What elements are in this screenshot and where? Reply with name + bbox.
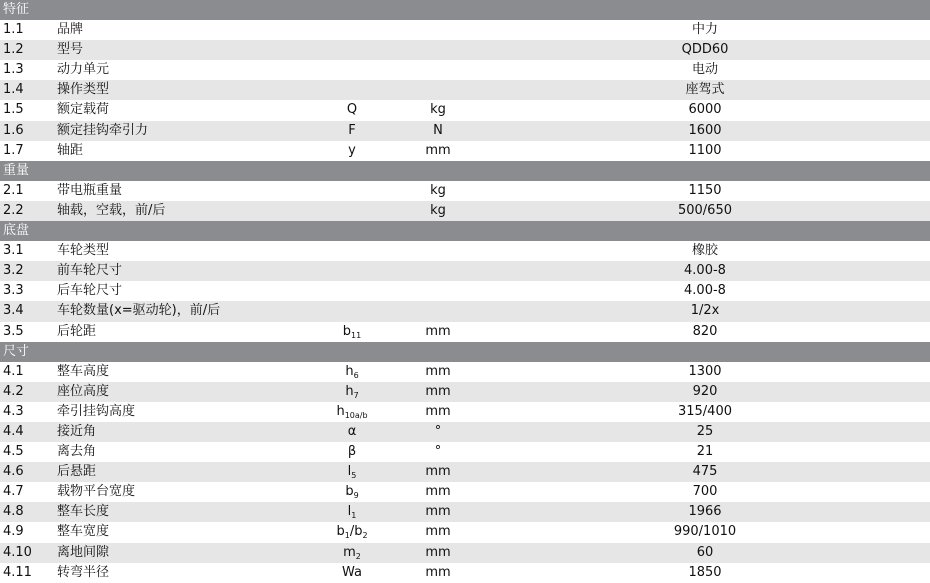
row-name: 轴载，空载，前/后 (57, 202, 166, 218)
row-value: 6000 (688, 102, 722, 118)
row-unit: ° (434, 444, 442, 460)
table-row (0, 301, 930, 321)
row-number: 3.2 (3, 263, 24, 279)
row-symbol (300, 121, 404, 141)
table-row (0, 502, 930, 522)
row-value: 1100 (688, 142, 722, 158)
symbol-main: α (347, 423, 357, 439)
row-name: 轴距 (57, 142, 84, 158)
row-unit: N (433, 122, 443, 138)
row-name: 品牌 (57, 22, 84, 38)
row-value: 1150 (688, 182, 722, 198)
row-name: 后轮距 (57, 323, 97, 339)
row-symbol (300, 100, 404, 120)
symbol-main: h (345, 383, 354, 399)
table-row (0, 261, 930, 281)
row-name: 后悬距 (57, 464, 97, 480)
row-name: 离去角 (57, 444, 97, 460)
symbol-main: l (347, 504, 352, 520)
section-title: 特征 (3, 2, 30, 17)
row-number: 4.3 (3, 403, 24, 419)
row-number: 1.5 (3, 102, 24, 118)
row-name: 额定挂钩牵引力 (57, 122, 149, 138)
row-number: 1.3 (3, 62, 24, 78)
row-value: 电动 (691, 62, 718, 78)
row-number: 1.6 (3, 122, 24, 138)
row-symbol (300, 382, 404, 402)
row-unit: mm (425, 484, 451, 500)
table-row (0, 402, 930, 422)
symbol-subscript: 1 (344, 531, 350, 541)
row-name: 牵引挂钩高度 (57, 403, 136, 419)
row-symbol (300, 422, 404, 442)
row-name: 转弯半径 (57, 564, 110, 580)
row-name: 载物平台宽度 (57, 484, 136, 500)
row-value: 315/400 (677, 403, 732, 419)
symbol-subscript: 9 (353, 491, 359, 501)
symbol-main: h (345, 363, 354, 379)
row-symbol (300, 522, 404, 542)
table-row (0, 141, 930, 161)
symbol-second: /b (349, 524, 363, 540)
row-value: 475 (692, 464, 718, 480)
table-row (0, 121, 930, 141)
symbol-subscript: 2 (355, 551, 361, 561)
table-row (0, 322, 930, 342)
row-value: 700 (692, 484, 718, 500)
symbol-subscript: 11 (351, 330, 362, 340)
row-number: 2.1 (3, 182, 24, 198)
row-value: 1600 (688, 122, 722, 138)
symbol-main: b (342, 323, 352, 339)
row-number: 4.8 (3, 504, 24, 520)
row-symbol (300, 141, 404, 161)
symbol-subscript: 6 (353, 370, 359, 380)
table-row (0, 100, 930, 120)
row-name: 接近角 (57, 423, 97, 439)
row-unit: mm (425, 363, 451, 379)
row-number: 4.9 (3, 524, 24, 540)
table-row (0, 522, 930, 542)
symbol-main: l (347, 464, 352, 480)
row-value: 1/2x (690, 303, 720, 319)
section-header (0, 0, 930, 20)
symbol-second-subscript: 2 (362, 531, 368, 541)
table-row (0, 181, 930, 201)
section-title: 重量 (3, 162, 30, 178)
row-number: 2.2 (3, 202, 24, 218)
row-value: 4.00-8 (684, 283, 726, 299)
row-unit: kg (430, 102, 446, 118)
table-row (0, 482, 930, 502)
row-number: 4.7 (3, 484, 24, 500)
row-name: 带电瓶重量 (57, 182, 123, 198)
row-unit: kg (430, 182, 446, 198)
symbol-subscript: 5 (351, 471, 357, 481)
row-number: 4.5 (3, 444, 24, 460)
row-number: 1.4 (3, 82, 24, 98)
row-name: 座位高度 (57, 383, 110, 399)
section-title: 尺寸 (3, 343, 30, 359)
row-unit: mm (425, 383, 451, 399)
row-number: 1.7 (3, 142, 24, 158)
row-unit: mm (425, 564, 451, 580)
symbol-main: b (345, 484, 354, 500)
table-row (0, 60, 930, 80)
row-symbol (300, 543, 404, 563)
table-row (0, 281, 930, 301)
row-unit: mm (425, 524, 451, 540)
row-number: 3.3 (3, 283, 24, 299)
row-number: 4.2 (3, 383, 24, 399)
table-row (0, 80, 930, 100)
row-unit: mm (425, 323, 451, 339)
table-row (0, 241, 930, 261)
table-row (0, 20, 930, 40)
symbol-subscript: 7 (353, 390, 359, 400)
row-number: 3.5 (3, 323, 24, 339)
row-unit: mm (425, 504, 451, 520)
table-row (0, 422, 930, 442)
section-header (0, 342, 930, 362)
row-name: 车轮数量(x=驱动轮)，前/后 (57, 303, 221, 319)
row-name: 前车轮尺寸 (57, 263, 123, 279)
symbol-main: β (347, 444, 357, 460)
row-value: 820 (692, 323, 718, 339)
table-row (0, 442, 930, 462)
symbol-main: Wa (342, 564, 362, 580)
row-number: 3.1 (3, 243, 24, 259)
row-name: 型号 (57, 42, 84, 58)
table-row (0, 563, 930, 583)
row-symbol (300, 482, 404, 502)
row-number: 4.6 (3, 464, 24, 480)
row-value: 920 (692, 383, 718, 399)
row-number: 3.4 (3, 303, 24, 319)
row-value: 中力 (691, 22, 718, 38)
row-number: 4.1 (3, 363, 24, 379)
row-name: 车轮类型 (57, 243, 110, 259)
row-name: 操作类型 (57, 82, 110, 98)
row-name: 动力单元 (57, 62, 110, 78)
row-value: 4.00-8 (684, 263, 726, 279)
row-number: 1.2 (3, 42, 24, 58)
row-unit: ° (434, 423, 442, 439)
row-name: 整车长度 (57, 504, 110, 520)
symbol-main: y (348, 142, 356, 158)
row-value: 1850 (688, 564, 722, 580)
row-number: 1.1 (3, 22, 24, 38)
row-symbol (300, 462, 404, 482)
symbol-main: m (343, 544, 356, 560)
row-name: 额定载荷 (57, 102, 110, 118)
row-number: 4.10 (3, 544, 32, 560)
symbol-main: b (336, 524, 345, 540)
row-symbol (300, 502, 404, 522)
row-number: 4.11 (3, 564, 32, 580)
row-symbol (300, 563, 404, 583)
row-unit: kg (430, 202, 446, 218)
symbol-subscript: 1 (351, 511, 357, 521)
table-row (0, 543, 930, 563)
row-value: 1966 (688, 504, 722, 520)
row-symbol (300, 322, 404, 342)
table-row (0, 201, 930, 221)
row-value: 25 (696, 423, 714, 439)
row-unit: mm (425, 464, 451, 480)
row-value: 21 (696, 444, 714, 460)
row-symbol (300, 362, 404, 382)
row-value: 500/650 (677, 202, 732, 218)
table-row (0, 462, 930, 482)
table-row (0, 362, 930, 382)
symbol-subscript: 10a/b (344, 410, 368, 420)
row-name: 后车轮尺寸 (57, 283, 123, 299)
section-header (0, 221, 930, 241)
row-name: 整车高度 (57, 363, 110, 379)
row-symbol (300, 442, 404, 462)
row-value: 座驾式 (685, 82, 725, 98)
section-header (0, 161, 930, 181)
row-name: 整车宽度 (57, 524, 110, 540)
row-unit: mm (425, 403, 451, 419)
table-row (0, 382, 930, 402)
row-name: 离地间隙 (57, 544, 110, 560)
row-value: 990/1010 (673, 524, 737, 540)
symbol-main: Q (346, 102, 358, 118)
symbol-main: h (336, 403, 345, 419)
row-number: 4.4 (3, 423, 24, 439)
row-value: 60 (696, 544, 714, 560)
row-value: 1300 (688, 363, 722, 379)
row-value: 橡胶 (691, 243, 718, 259)
symbol-main: F (348, 122, 356, 138)
row-unit: mm (425, 142, 451, 158)
table-row (0, 40, 930, 60)
row-value: QDD60 (681, 42, 729, 58)
row-unit: mm (425, 544, 451, 560)
row-symbol (300, 402, 404, 422)
section-title: 底盘 (3, 223, 30, 239)
